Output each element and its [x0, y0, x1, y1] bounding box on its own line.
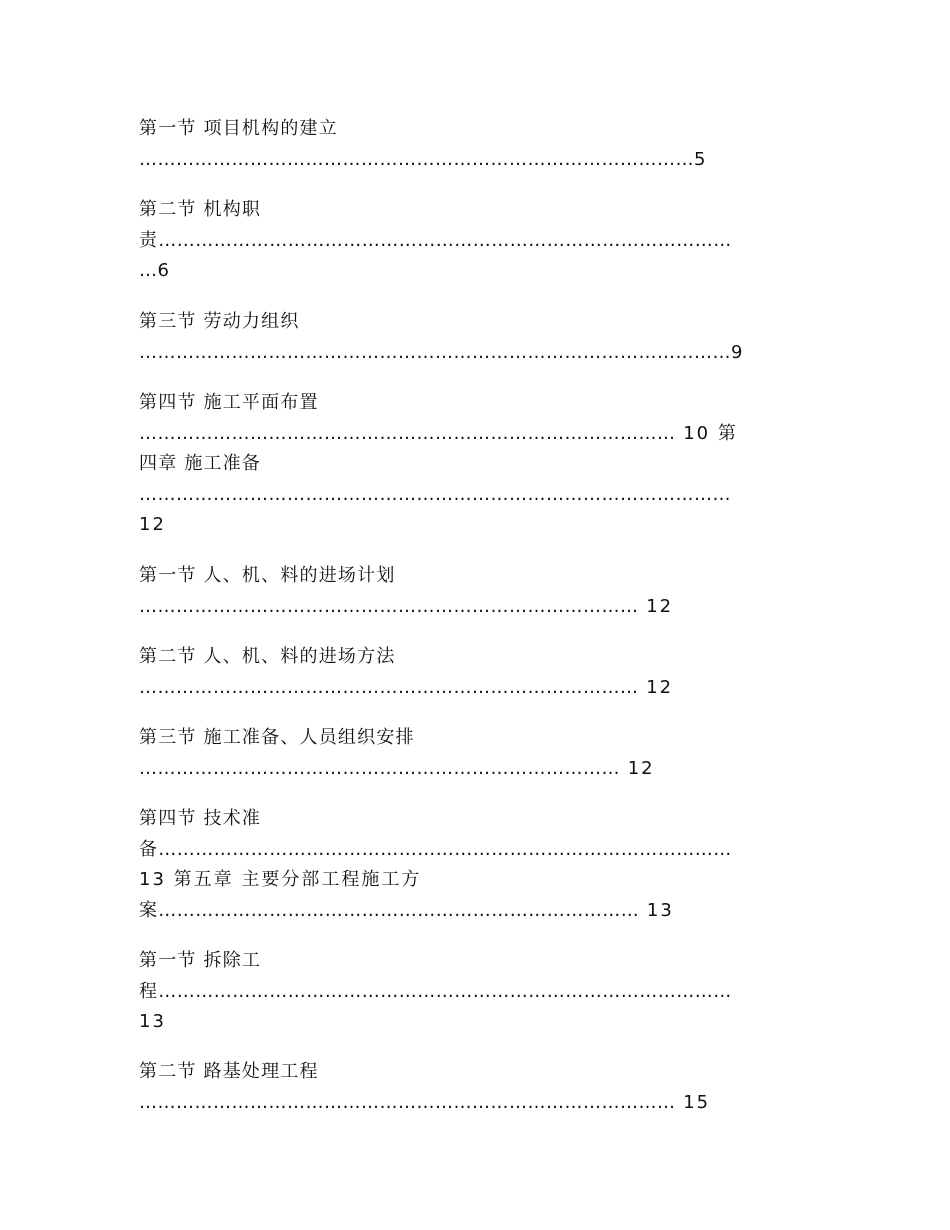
- toc-line: [139, 256, 819, 287]
- toc-leader: ……………………………………………………………………………………: [139, 483, 731, 505]
- toc-line: [139, 946, 819, 977]
- toc-leader: ……………………………………………………………………: [139, 757, 620, 779]
- toc-entry[interactable]: [139, 388, 819, 541]
- toc-page-number: 12: [638, 595, 674, 617]
- toc-heading-continued: 责: [139, 229, 159, 251]
- toc-entry[interactable]: [139, 1057, 819, 1118]
- toc-line: [139, 896, 819, 927]
- toc-line: [139, 510, 819, 541]
- toc-line: [139, 195, 819, 226]
- toc-line: [139, 1088, 819, 1119]
- toc-leader: …………………………………………………………………………………: [158, 980, 732, 1002]
- toc-entry[interactable]: [139, 114, 819, 175]
- toc-heading: 第二节 机构职: [139, 199, 262, 220]
- toc-line: [139, 419, 819, 450]
- toc-page-number: 12: [638, 676, 674, 698]
- toc-line: [139, 592, 819, 623]
- toc-line: [139, 835, 819, 866]
- toc-line: [139, 561, 819, 592]
- toc-heading-continued: 备: [139, 838, 159, 860]
- toc-page-number: 12: [139, 514, 166, 536]
- toc-line: [139, 449, 819, 480]
- toc-page-number: 6: [157, 260, 171, 282]
- toc-heading: 第一节 项目机构的建立: [139, 118, 338, 139]
- toc-heading: 第三节 施工准备、人员组织安排: [139, 727, 415, 748]
- toc-leader: …………………………………………………………………………………: [158, 838, 732, 860]
- toc-line: [139, 145, 819, 176]
- toc-page-number: 12: [620, 757, 655, 779]
- toc-leader: ……………………………………………………………………: [158, 899, 640, 921]
- toc-page-number: 10 第: [675, 422, 738, 444]
- toc-line: [139, 388, 819, 419]
- toc-line: [139, 307, 819, 338]
- toc-page-number: 5: [694, 148, 708, 170]
- toc-heading-continued: 程: [139, 980, 159, 1002]
- toc-heading: 第四节 施工平面布置: [139, 392, 319, 413]
- toc-chapter-heading: 四章 施工准备: [139, 453, 262, 475]
- toc-line: [139, 723, 819, 754]
- toc-line: [139, 1057, 819, 1088]
- toc-leader: …………………………………………………………………………………: [158, 229, 732, 251]
- toc-entry[interactable]: [139, 307, 819, 368]
- toc-page-number: 15: [675, 1091, 711, 1113]
- toc-heading: 第二节 路基处理工程: [139, 1061, 319, 1082]
- toc-heading: 第三节 劳动力组织: [139, 311, 300, 332]
- toc-line: [139, 338, 819, 369]
- toc-entry[interactable]: [139, 946, 819, 1038]
- toc-leader: ………………………………………………………………………: [139, 676, 639, 698]
- toc-heading: 第四节 技术准: [139, 808, 262, 829]
- toc-leader: ……………………………………………………………………………………: [139, 341, 731, 363]
- toc-page-number: 13: [639, 899, 674, 921]
- toc-heading: 第一节 拆除工: [139, 950, 262, 971]
- toc-entry[interactable]: [139, 723, 819, 784]
- toc-entry[interactable]: [139, 804, 819, 926]
- toc-heading: 第二节 人、机、料的进场方法: [139, 646, 396, 667]
- toc-page-number: 9: [731, 341, 745, 363]
- toc-leader: ……………………………………………………………………………: [139, 422, 676, 444]
- toc-entry[interactable]: [139, 561, 819, 622]
- toc-leader: ……………………………………………………………………………: [139, 1091, 676, 1113]
- toc-line: [139, 754, 819, 785]
- toc-line: [139, 642, 819, 673]
- toc-entry[interactable]: [139, 642, 819, 703]
- toc-entry[interactable]: [139, 195, 819, 287]
- toc-line: [139, 480, 819, 511]
- toc-leader: ………………………………………………………………………………: [139, 148, 694, 170]
- toc-page-number: 13 第五章 主要分部工程施工方: [139, 869, 422, 891]
- toc-heading-continued: 案: [139, 899, 159, 921]
- toc-line: [139, 804, 819, 835]
- toc-line: [139, 114, 819, 145]
- toc-line: [139, 1007, 819, 1038]
- toc-line: [139, 977, 819, 1008]
- toc-leader: ………………………………………………………………………: [139, 595, 639, 617]
- toc-leader: …: [139, 260, 158, 282]
- toc-line: [139, 226, 819, 257]
- toc-line: [139, 865, 819, 896]
- toc-page-number: 13: [139, 1011, 166, 1033]
- toc-line: [139, 673, 819, 704]
- toc-heading: 第一节 人、机、料的进场计划: [139, 565, 396, 586]
